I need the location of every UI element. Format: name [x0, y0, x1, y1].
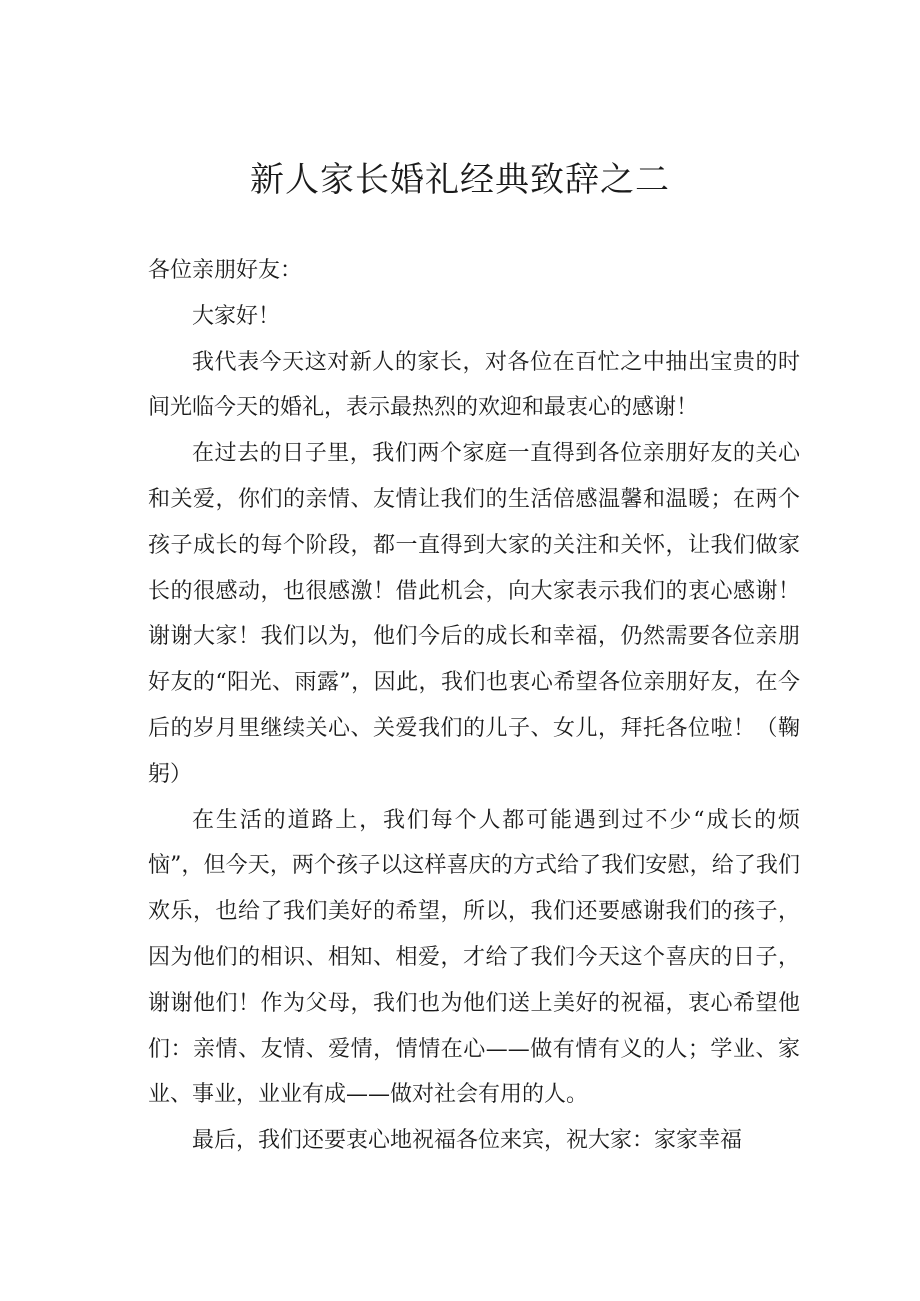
paragraph-blessing: 在生活的道路上，我们每个人都可能遇到过不少“成长的烦恼”，但今天，两个孩子以这样喜庆的方式给了我们安慰，给了我们欢乐，也给了我们美好的希望，所以，我们还要感谢我们的孩子，因为他们的相识、相知、相爱，才给了我们今天这个喜庆的日子，谢谢他们！作为父母，我们也为他们送上美好的祝福，衷心希望他们：亲情、友情、爱情，情情在心——做有情有义的人；学业、家业、事业，业业有成——做对社会有用的人。: [148, 807, 800, 1108]
paragraph-thanks: 在过去的日子里，我们两个家庭一直得到各位亲朋好友的关心和关爱，你们的亲情、友情让我们的生活倍感温馨和温暖；在两个孩子成长的每个阶段，都一直得到大家的关注和关怀，让我们做家长的很感动，也很感激！借此机会，向大家表示我们的衷心感谢！谢谢大家！我们以为，他们今后的成长和幸福，仍然需要各位亲朋好友的“阳光、雨露”，因此，我们也衷心希望各位亲朋好友，在今后的岁月里继续关心、关爱我们的儿子、女儿，拜托各位啦！（鞠躬）: [148, 441, 800, 787]
salutation: 各位亲朋好友：: [148, 258, 303, 283]
paragraph-greeting: 大家好！: [192, 303, 281, 329]
paragraph-closing: 最后，我们还要衷心地祝福各位来宾，祝大家：家家幸福: [192, 1128, 743, 1154]
document-title: 新人家长婚礼经典致辞之二: [250, 160, 670, 200]
document-body: [148, 248, 800, 1164]
paragraph-welcome: 我代表今天这对新人的家长，对各位在百忙之中抽出宝贵的时间光临今天的婚礼，表示最热烈的欢迎和最衷心的感谢！: [148, 349, 800, 421]
